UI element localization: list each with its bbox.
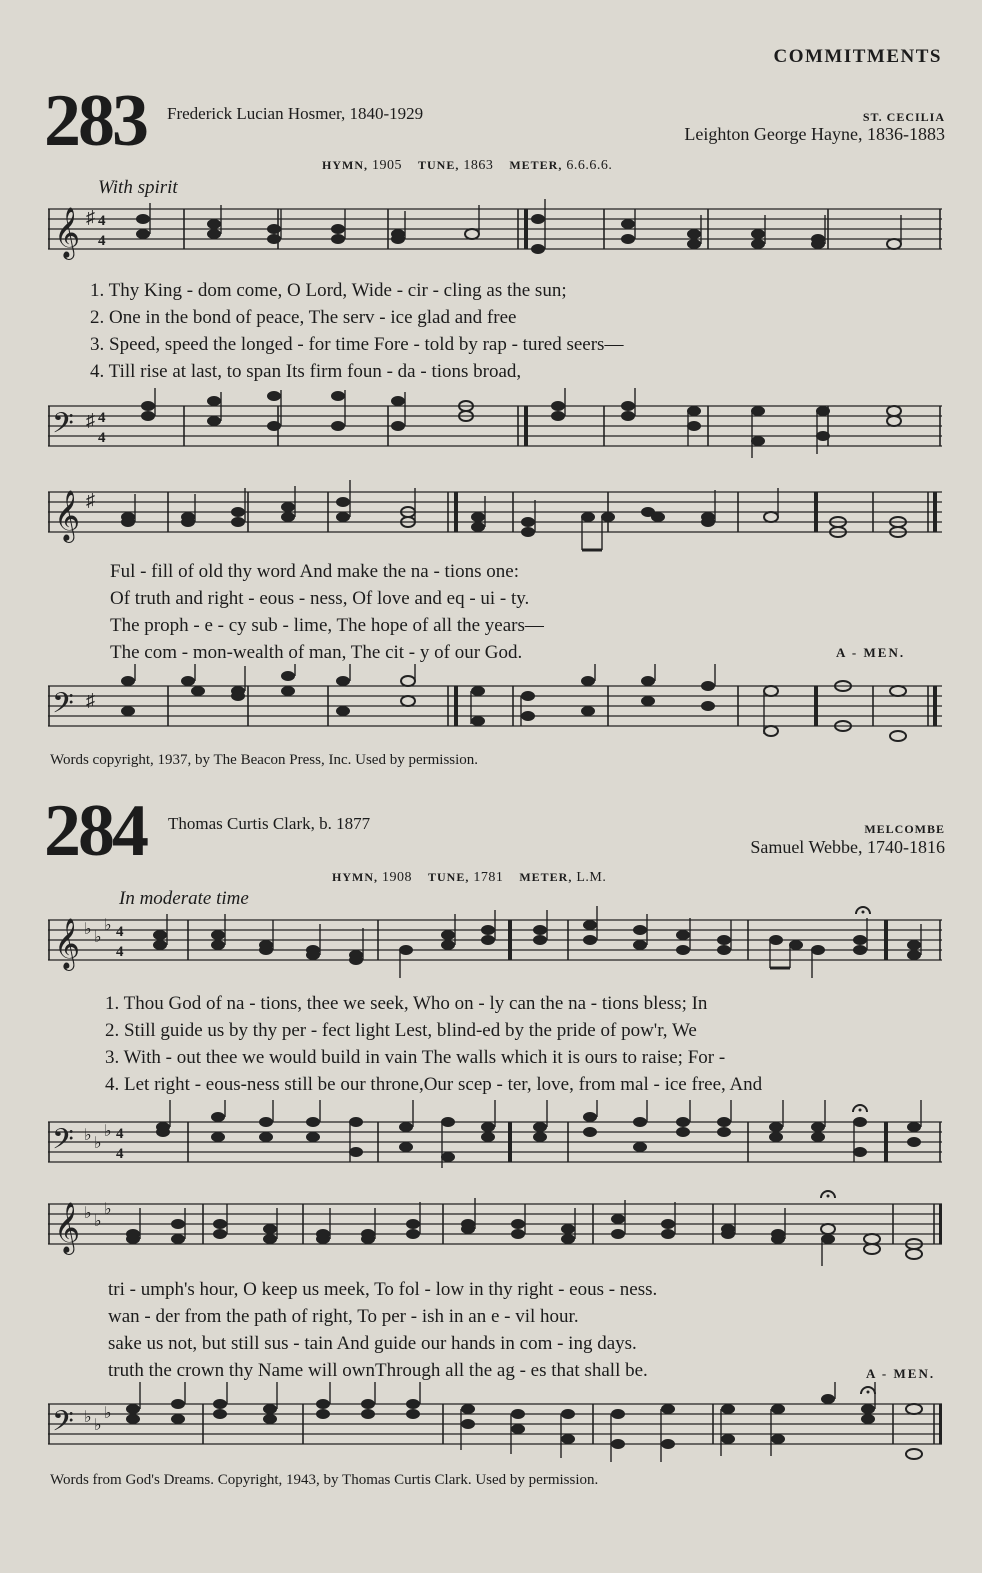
treble-staff [48,1190,942,1270]
sharp-icon: ♯ [86,490,95,510]
treble-staff [48,195,942,275]
verse-line: The proph - e - cy sub - lime, The hope of all the years— [110,615,544,636]
svg-text:♭: ♭ [104,1201,112,1218]
verse-line: 2. Still guide us by thy per - fect light Lest, blind-ed by the pride of pow'r, We [105,1020,697,1041]
amen-label: A - MEN. [866,1366,936,1381]
tempo-marking: In moderate time [119,888,249,909]
sharp-icon: ♯ [86,207,95,227]
section-title: COMMITMENTS [773,46,942,67]
tempo-marking: With spirit [98,177,178,198]
bass-clef-icon: 𝄢 [52,1123,74,1163]
svg-text:♭: ♭ [104,917,112,934]
svg-text:4: 4 [98,430,106,446]
tune-year: 1781 [473,870,504,885]
svg-text:4: 4 [98,410,106,426]
verse-line: The com - mon-wealth of man, The cit - y of our God. [110,642,523,663]
flat-icon: ♭ [84,1127,92,1144]
verse-line: tri - umph's hour, O keep us meek, To fol - low in thy right - eous - ness. [108,1279,658,1300]
flat-icon: ♭ [84,921,92,938]
meter-value: 6.6.6.6. [566,158,613,173]
meter-label: METER, [509,158,563,172]
tune-name: MELCOMBE [864,822,945,836]
tune-name: ST. CECILIA [862,110,945,124]
hymn-meta [332,870,606,886]
svg-text:♭: ♭ [94,1213,102,1230]
svg-text:♭: ♭ [104,1405,112,1422]
composer: Samuel Webbe, 1740-1816 [750,837,945,857]
composer: Leighton George Hayne, 1836-1883 [684,124,945,144]
verse-line: 1. Thy King - dom come, O Lord, Wide - cir - cling as the sun; [90,280,567,301]
svg-text:4: 4 [116,1126,124,1142]
verse-line: Ful - fill of old thy word And make the na - tions one: [110,561,519,582]
verse-line: Of truth and right - eous - ness, Of love and eq - ui - ty. [110,588,530,609]
svg-text:4: 4 [116,924,124,940]
bass-staff [48,1100,942,1180]
bass-staff [48,1382,942,1472]
treble-clef-icon: 𝄞 [54,490,81,541]
meter-label: METER, [519,870,573,884]
bass-clef-icon: 𝄢 [52,1405,74,1445]
treble-staff [48,906,942,986]
verse-block-2b [108,1276,657,1384]
svg-text:4: 4 [116,1146,124,1162]
bass-clef-icon: 𝄢 [52,407,74,447]
verse-line: 4. Till rise at last, to span Its firm foun - da - tions broad, [90,361,522,382]
verse-line: wan - der from the path of right, To per - ish in an e - vil hour. [108,1306,579,1327]
bass-clef-icon: 𝄢 [52,687,74,727]
treble-clef-icon: 𝄞 [54,918,81,969]
svg-text:4: 4 [98,213,106,229]
verse-block-1a [90,277,623,385]
copyright-note: Words from God's Dreams. Copyright, 1943, by Thomas Curtis Clark. Used by permission. [50,1472,599,1488]
verse-line: 1. Thou God of na - tions, thee we seek, Who on - ly can the na - tions bless; In [105,993,708,1014]
verse-block-2a [105,990,762,1098]
verse-line: 2. One in the bond of peace, The serv - ice glad and free [90,307,517,328]
flat-icon: ♭ [84,1409,92,1426]
tune-label: TUNE, [418,158,460,172]
treble-clef-icon: 𝄞 [54,1202,81,1253]
verse-block-1b [110,558,544,666]
hymn-label: HYMN, [322,158,368,172]
hymn-author: Frederick Lucian Hosmer, 1840-1929 [167,104,424,123]
hymn-number: 284 [44,790,146,872]
bass-staff [48,388,942,468]
hymn-author: Thomas Curtis Clark, b. 1877 [168,814,371,833]
copyright-note: Words copyright, 1937, by The Beacon Press, Inc. Used by permission. [50,752,479,768]
tune-label: TUNE, [428,870,470,884]
treble-clef-icon: 𝄞 [54,207,81,258]
verse-line: sake us not, but still sus - tain And guide our hands in com - ing days. [108,1333,637,1354]
tune-year: 1863 [463,158,494,173]
flat-icon: ♭ [84,1205,92,1222]
sharp-icon: ♯ [86,690,95,710]
hymn-number: 283 [44,80,146,162]
treble-staff [48,478,942,558]
hymn-label: HYMN, [332,870,378,884]
amen-label: A - MEN. [836,645,906,660]
bass-staff [48,664,942,754]
svg-text:♭: ♭ [94,1135,102,1152]
svg-text:4: 4 [98,233,106,249]
hymn-meta [322,158,612,174]
meter-value: L.M. [576,870,607,885]
svg-text:4: 4 [116,944,124,960]
sharp-icon: ♯ [86,410,95,430]
svg-text:♭: ♭ [94,1417,102,1434]
hymn-year: 1908 [382,870,412,885]
verse-line: 4. Let right - eous-ness still be our throne,Our scep - ter, love, from mal - ice free, And [105,1074,763,1095]
verse-line: 3. Speed, speed the longed - for time Fore - told by rap - tured seers— [90,334,624,355]
verse-line: 3. With - out thee we would build in vain The walls which it is ours to raise; For - [105,1047,726,1068]
svg-text:♭: ♭ [94,929,102,946]
verse-line: truth the crown thy Name will ownThrough all the ag - es that shall be. [108,1360,648,1381]
hymn-year: 1905 [372,158,402,173]
svg-text:♭: ♭ [104,1123,112,1140]
